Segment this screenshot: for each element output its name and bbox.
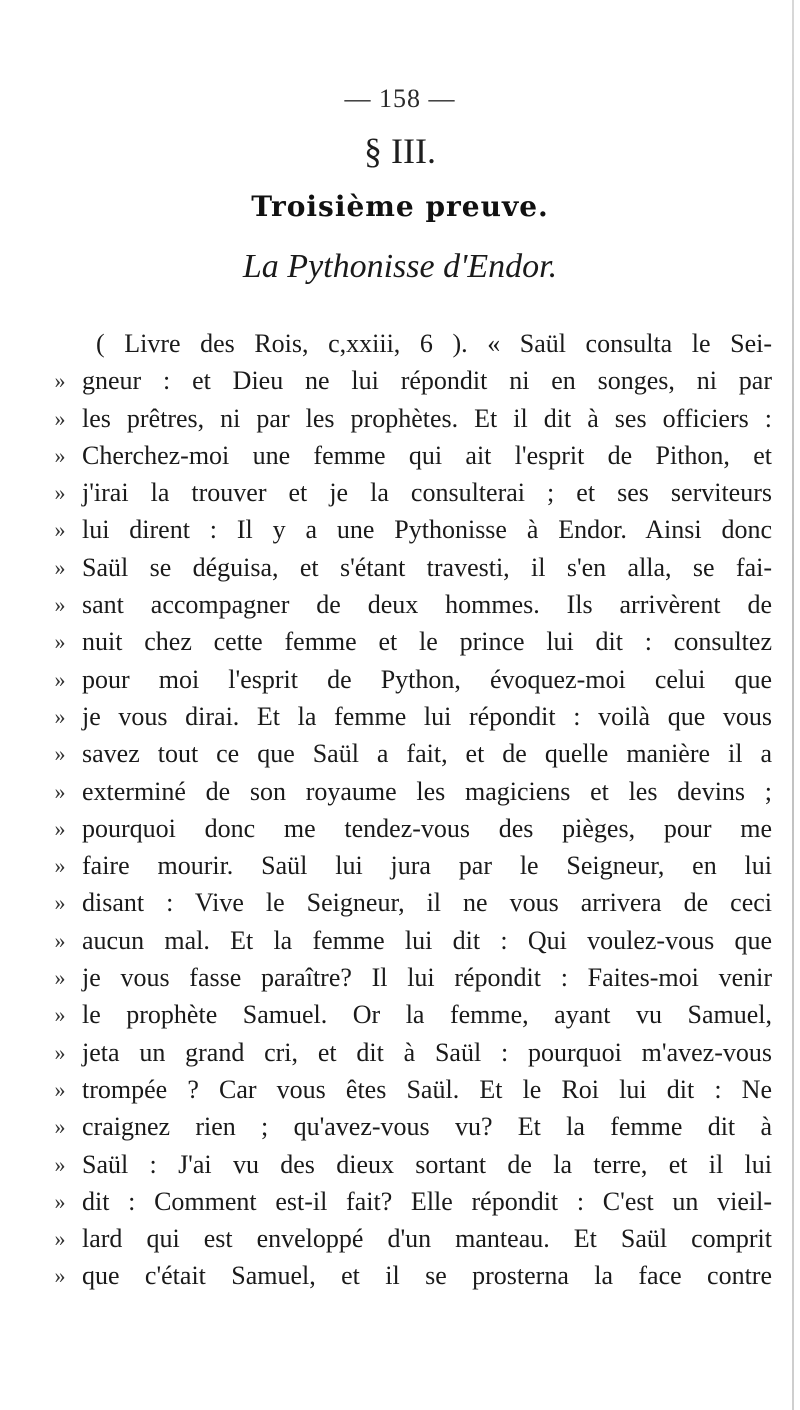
line-text: trompée ? Car vous êtes Saül. Et le Roi lui dit : Ne <box>82 1074 772 1104</box>
line-text: j'irai la trouver et je la consulterai ; et ses serviteurs <box>82 478 772 508</box>
line-text: craignez rien ; qu'avez-vous vu? Et la femme dit à <box>82 1112 772 1142</box>
line-text: jeta un grand cri, et dit à Saül : pourquoi m'avez-vous <box>82 1037 772 1067</box>
quote-mark: » <box>54 1114 66 1140</box>
text-line <box>54 996 772 1033</box>
quote-mark: » <box>54 517 66 543</box>
line-text: gneur : et Dieu ne lui répondit ni en songes, ni par <box>82 366 772 396</box>
quote-mark: » <box>54 442 66 468</box>
line-text: le prophète Samuel. Or la femme, ayant vu Samuel, <box>82 1000 772 1030</box>
section-mark: § III. <box>364 131 436 171</box>
line-text: faire mourir. Saül lui jura par le Seigneur, en lui <box>82 851 772 881</box>
section-heading: Troisième preuve. <box>251 190 549 223</box>
quote-mark: » <box>54 741 66 767</box>
text-line <box>54 623 772 660</box>
line-text: lui dirent : Il y a une Pythonisse à Endor. Ainsi donc <box>82 515 772 545</box>
line-text: dit : Comment est-il fait? Elle répondit : C'est un vieil- <box>82 1186 772 1216</box>
line-text: savez tout ce que Saül a fait, et de quelle manière il a <box>82 739 772 769</box>
page-number: — 158 — <box>344 84 456 113</box>
line-text: ( Livre des Rois, c,xxiii, 6 ). « Saül consulta le Sei- <box>96 329 772 358</box>
quote-mark: » <box>54 853 66 879</box>
line-text: je vous fasse paraître? Il lui répondit : Faites-moi venir <box>82 963 772 993</box>
line-text: nuit chez cette femme et le prince lui dit : consultez <box>82 627 772 657</box>
text-line <box>54 586 772 623</box>
quote-mark: » <box>54 1002 66 1028</box>
text-line <box>54 1257 772 1294</box>
quote-mark: » <box>54 666 66 692</box>
line-text: exterminé de son royaume les magiciens et les devins ; <box>82 776 772 806</box>
line-text: pour moi l'esprit de Python, évoquez-moi celui que <box>82 664 772 694</box>
text-line <box>54 847 772 884</box>
line-text: lard qui est enveloppé d'un manteau. Et Saül comprit <box>82 1224 772 1254</box>
text-line <box>54 437 772 474</box>
text-line <box>54 362 772 399</box>
line-text: je vous dirai. Et la femme lui répondit : voilà que vous <box>82 701 772 731</box>
quote-mark: » <box>54 480 66 506</box>
quote-mark: » <box>54 1076 66 1102</box>
quote-mark: » <box>54 703 66 729</box>
text-line <box>54 1146 772 1183</box>
quote-mark: » <box>54 815 66 841</box>
text-line <box>54 549 772 586</box>
line-text: Saül se déguisa, et s'étant travesti, il s'en alla, se fai- <box>82 552 772 582</box>
line-text: que c'était Samuel, et il se prosterna la face contre <box>82 1261 772 1291</box>
line-text: Cherchez-moi une femme qui ait l'esprit de Pithon, et <box>82 440 772 470</box>
text-line <box>54 1183 772 1220</box>
text-line <box>54 511 772 548</box>
line-text: sant accompagner de deux hommes. Ils arrivèrent de <box>82 590 772 620</box>
quote-mark: » <box>54 629 66 655</box>
text-line <box>54 884 772 921</box>
quote-mark: » <box>54 890 66 916</box>
quote-mark: » <box>54 405 66 431</box>
quote-mark: » <box>54 554 66 580</box>
quote-mark: » <box>54 1151 66 1177</box>
quote-mark: » <box>54 592 66 618</box>
text-line <box>54 1034 772 1071</box>
text-line <box>82 325 772 362</box>
text-line <box>54 735 772 772</box>
line-text: disant : Vive le Seigneur, il ne vous arrivera de ceci <box>82 888 772 918</box>
quote-mark: » <box>54 1188 66 1214</box>
text-line <box>54 661 772 698</box>
text-line <box>54 959 772 996</box>
quote-mark: » <box>54 368 66 394</box>
text-line <box>54 810 772 847</box>
line-text: pourquoi donc me tendez-vous des pièges, pour me <box>82 813 772 843</box>
line-text: aucun mal. Et la femme lui dit : Qui voulez-vous que <box>82 925 772 955</box>
text-line <box>54 1108 772 1145</box>
text-line <box>54 1071 772 1108</box>
text-line <box>54 773 772 810</box>
quote-mark: » <box>54 965 66 991</box>
text-line <box>54 400 772 437</box>
quote-mark: » <box>54 1039 66 1065</box>
body-text <box>54 325 772 1295</box>
quote-mark: » <box>54 1226 66 1252</box>
line-text: les prêtres, ni par les prophètes. Et il dit à ses officiers : <box>82 403 772 433</box>
quote-mark: » <box>54 1263 66 1289</box>
text-line <box>54 474 772 511</box>
text-line <box>54 1220 772 1257</box>
text-line <box>54 698 772 735</box>
section-subtitle: La Pythonisse d'Endor. <box>242 248 558 285</box>
quote-mark: » <box>54 927 66 953</box>
line-text: Saül : J'ai vu des dieux sortant de la terre, et il lui <box>82 1149 772 1179</box>
quote-mark: » <box>54 778 66 804</box>
text-line <box>54 922 772 959</box>
